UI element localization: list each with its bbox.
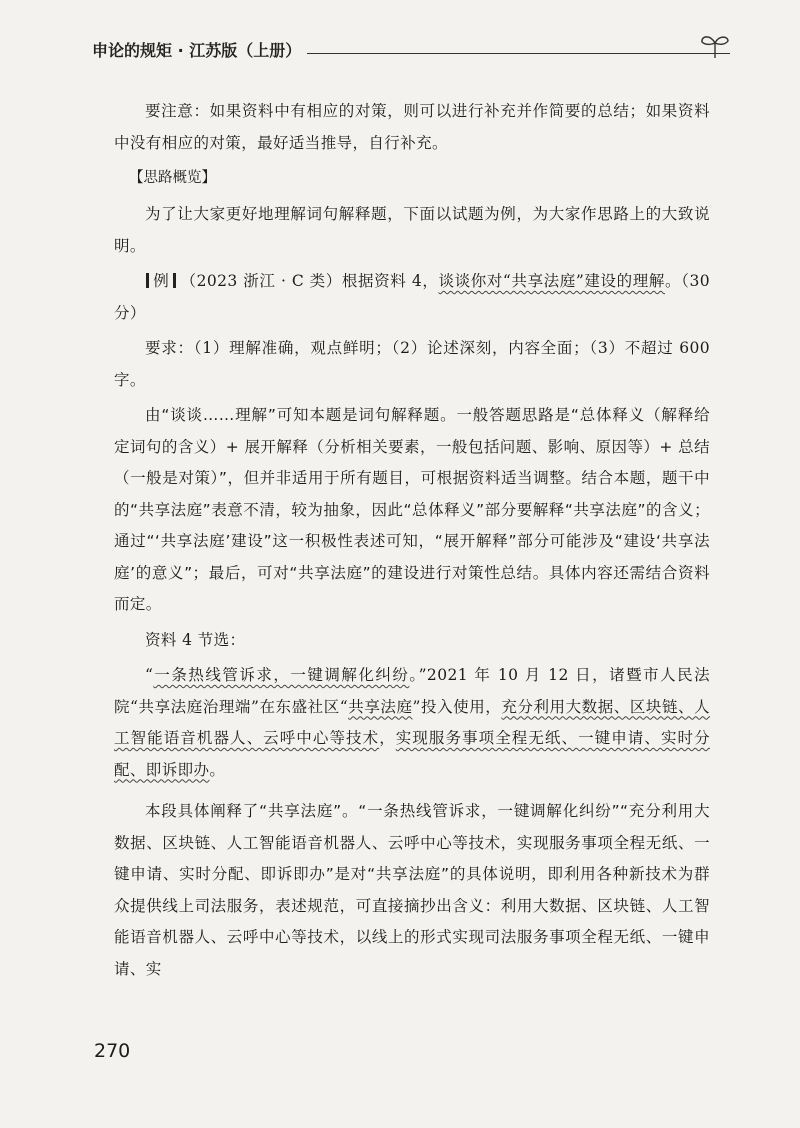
quote-text-5: 。 (209, 760, 226, 779)
material-quote (114, 660, 710, 786)
quote-underline-4: 实现服务事项全程无纸、一键申请、实时分配、即诉即办 (114, 729, 710, 779)
section-heading: 【思路概览】 (129, 170, 216, 186)
quote-underline-1: 一条热线管诉求，一键调解化纠纷 (153, 666, 410, 684)
quote-text-3: ”投入使用， (412, 697, 502, 716)
example-underlined-task: 谈谈你对“共享法庭”建设的理解 (438, 272, 665, 290)
paragraph-requirements: 要求：（1）理解准确，观点鲜明；（2）论述深刻，内容全面；（3）不超过 600 字。 (114, 339, 710, 389)
quote-open: “ (145, 666, 154, 684)
paragraph-note: 要注意：如果资料中有相应的对策，则可以进行补充并作简要的总结；如果资料中没有相应的对策，最好适当推导，自行补充。 (114, 102, 710, 152)
example-bar-left (146, 273, 149, 288)
quote-underline-3: 充分利用大数据、区块链、人工智能语音机器人、云呼中心等技术 (114, 697, 710, 747)
header-title: 申论的规矩 · 江苏版（上册） (92, 40, 302, 60)
quote-text-4: ， (379, 729, 396, 747)
sprout-icon (698, 30, 732, 60)
paragraph-intro: 为了让大家更好地理解词句解释题，下面以试题为例，为大家作思路上的大致说明。 (114, 205, 710, 255)
example-label: 例 (153, 272, 170, 290)
example-bar-right (173, 273, 176, 288)
paragraph-explanation: 本段具体阐释了“共享法庭”。“一条热线管诉求，一键调解化纠纷”“充分利用大数据、区块链、人工智能语音机器人、云呼中心等技术，实现服务事项全程无纸、一键申请、实时分配、即诉即办”是对“共享法庭”的具体说明，即利用各种新技术为群众提供线上司法服务，表述规范，可直接摘抄出含义：利用大数据、区块链、人工智能语音机器人、云呼中心等技术，以线上的形式实现司法服务事项全程无纸、一键申请、实 (114, 802, 710, 978)
page-content (114, 96, 710, 989)
paragraph-material-label: 资料 4 节选： (145, 630, 246, 649)
example-question (114, 266, 710, 329)
example-score: 。（30 分） (114, 272, 710, 322)
quote-text-2: 。”2021 年 10 月 12 日，诸暨市人民法院“共享法庭治理端”在东盛社区“ (114, 666, 710, 716)
page-number: 270 (94, 1040, 131, 1062)
header-rule (307, 53, 730, 54)
example-source: （2023 浙江 · C 类）根据资料 4， (180, 272, 439, 290)
running-header (92, 34, 730, 64)
quote-underline-2: 共享法庭 (348, 697, 413, 716)
paragraph-analysis: 由“谈谈……理解”可知本题是词句解释题。一般答题思路是“总体释义（解释给定词句的含义）+ 展开解释（分析相关要素，一般包括问题、影响、原因等）+ 总结（一般是对策）”，但并非适用于所有题目，可根据资料适当调整。结合本题，题干中的“共享法庭”表意不清，较为抽象，因此“总体释义”部分要解释“共享法庭”的含义；通过“‘共享法庭’建设”这一积极性表述可知，“展开解释”部分可能涉及“建设‘共享法庭’的意义”；最后，可对“共享法庭”的建设进行对策性总结。具体内容还需结合资料而定。 (114, 406, 710, 613)
